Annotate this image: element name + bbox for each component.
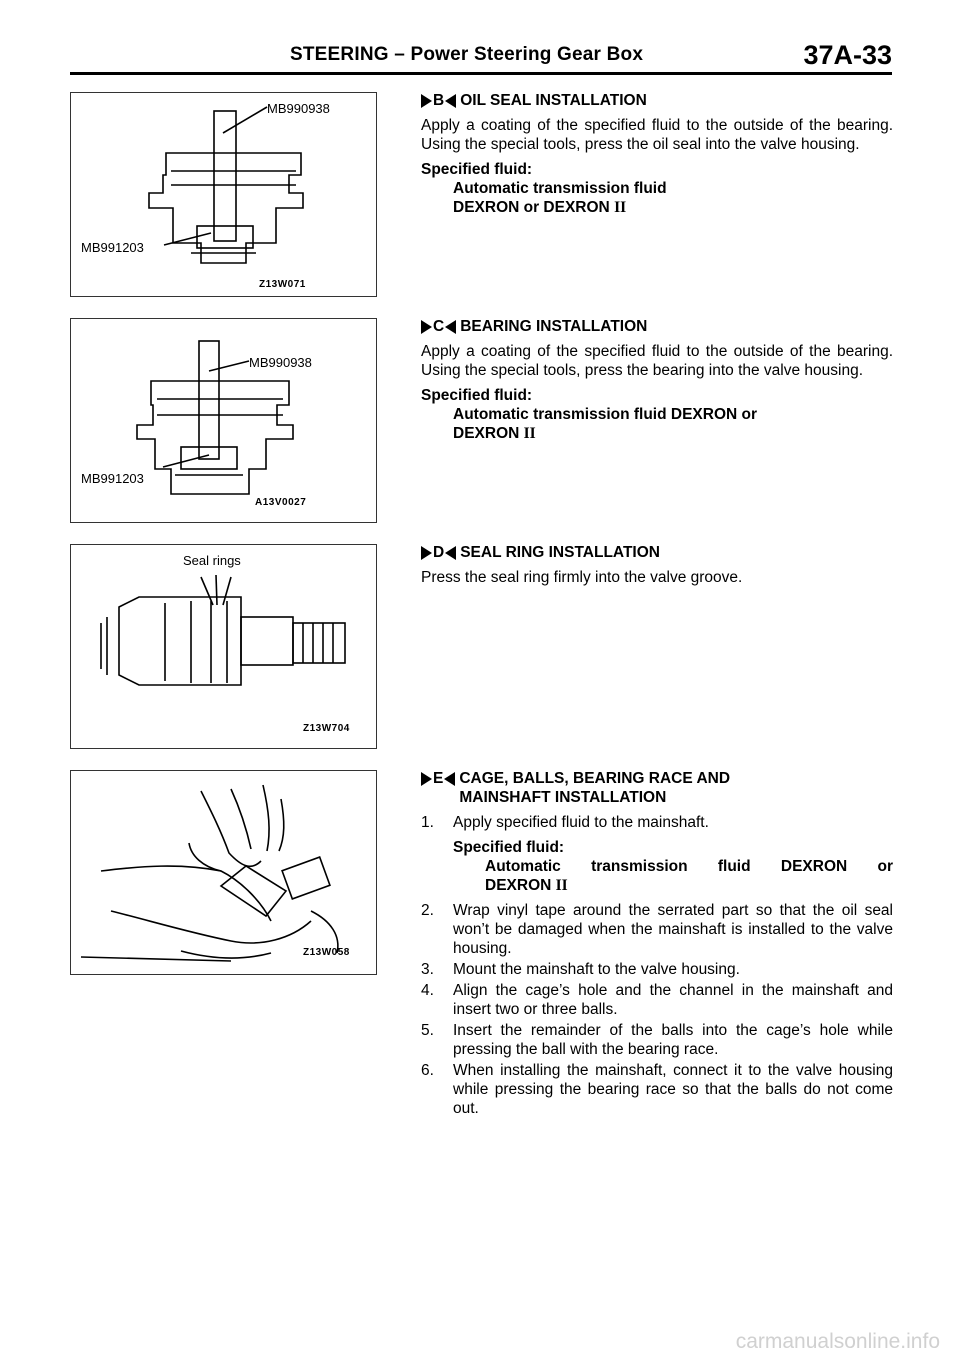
section-bearing-installation [421, 317, 893, 443]
section-marker [421, 91, 456, 110]
triangle-right-icon [421, 546, 432, 560]
step-item [421, 901, 893, 958]
tool-label-mb991203: MB991203 [81, 240, 144, 255]
figure-bearing-tool [70, 318, 377, 523]
figure-3-drawing [71, 545, 378, 750]
spec-value-text: DEXRON [453, 425, 520, 442]
spec-value-line [421, 424, 893, 443]
triangle-right-icon [421, 772, 432, 786]
header-rule [70, 72, 892, 75]
section-heading [421, 543, 893, 562]
spec-value-line [453, 876, 893, 895]
triangle-left-icon [444, 772, 455, 786]
figure-mainshaft-hands [70, 770, 377, 975]
figure-code: Z13W071 [259, 279, 306, 290]
section-heading [421, 769, 893, 807]
spec-value-text: DEXRON or DEXRON [453, 199, 610, 216]
section-letter: D [433, 544, 445, 561]
tool-label-mb991203: MB991203 [81, 471, 144, 486]
step-text: Insert the remainder of the balls into the cage’s hole while pressing the ball with the bearing race. [453, 1022, 893, 1058]
figure-oil-seal-tool [70, 92, 377, 297]
tool-label-mb990938: MB990938 [249, 355, 312, 370]
spec-label: Specified fluid: [453, 839, 565, 856]
figure-1-drawing [71, 93, 378, 298]
spec-value-line [421, 198, 893, 217]
step-spec [421, 838, 893, 895]
step-number: 4. [421, 982, 434, 999]
step-number: 5. [421, 1022, 434, 1039]
triangle-right-icon [421, 94, 432, 108]
section-title: SEAL RING INSTALLATION [460, 544, 660, 561]
triangle-left-icon [445, 320, 456, 334]
section-seal-ring-installation [421, 543, 893, 593]
figure-code: Z13W058 [303, 947, 350, 958]
figure-4-drawing [71, 771, 378, 976]
step-item [421, 960, 893, 979]
triangle-left-icon [445, 546, 456, 560]
section-oil-seal-installation [421, 91, 893, 217]
section-marker [421, 769, 455, 788]
section-marker [421, 543, 456, 562]
step-text: Apply specified fluid to the mainshaft. [453, 814, 709, 831]
tool-label-mb990938: MB990938 [267, 101, 330, 116]
section-title: OIL SEAL INSTALLATION [460, 92, 647, 109]
triangle-left-icon [445, 94, 456, 108]
section-letter: E [433, 770, 444, 787]
spec-value-line: Automatic transmission fluid DEXRON or [485, 858, 893, 875]
header-title: STEERING – Power Steering Gear Box [290, 44, 644, 65]
seal-rings-label: Seal rings [183, 553, 241, 568]
page-header [70, 40, 892, 74]
step-number: 2. [421, 902, 434, 919]
step-item [421, 813, 893, 832]
step-item [421, 1021, 893, 1059]
watermark: carmanualsonline.info [735, 1330, 940, 1353]
step-item [421, 1061, 893, 1118]
section-heading [421, 317, 893, 336]
figure-2-drawing [71, 319, 378, 524]
section-letter: B [433, 92, 445, 109]
spec-value-line: Automatic transmission fluid [453, 180, 667, 197]
step-number: 6. [421, 1062, 434, 1079]
section-body: Apply a coating of the specified fluid to the outside of the bearing. Using the special tools, press the oil seal into the valve housing. [421, 117, 893, 153]
step-text: Mount the mainshaft to the valve housing. [453, 961, 740, 978]
section-title-line: MAINSHAFT INSTALLATION [459, 789, 667, 806]
section-body: Apply a coating of the specified fluid to the outside of the bearing. Using the special tools, press the bearing into the valve housing. [421, 343, 893, 379]
step-text: Wrap vinyl tape around the serrated part so that the oil seal won’t be damaged when the mainshaft is installed to the valve housing. [453, 902, 893, 957]
section-title-line: CAGE, BALLS, BEARING RACE AND [459, 770, 731, 787]
section-mainshaft-installation [421, 769, 893, 1120]
section-body: Press the seal ring firmly into the valve groove. [421, 569, 743, 586]
spec-roman-numeral: II [555, 877, 568, 894]
section-title [459, 769, 730, 807]
step-number: 3. [421, 961, 434, 978]
figure-code: Z13W704 [303, 723, 350, 734]
spec-label: Specified fluid: [421, 387, 533, 404]
section-heading [421, 91, 893, 110]
step-text: Align the cage’s hole and the channel in the mainshaft and insert two or three balls. [453, 982, 893, 1018]
step-item [421, 981, 893, 1019]
section-letter: C [433, 318, 445, 335]
spec-value-text: DEXRON [485, 877, 552, 894]
spec-roman-numeral: II [614, 199, 627, 216]
step-number: 1. [421, 814, 434, 831]
section-marker [421, 317, 456, 336]
figure-seal-rings [70, 544, 377, 749]
figure-code: A13V0027 [255, 497, 307, 508]
section-title: BEARING INSTALLATION [460, 318, 648, 335]
page-number: 37A-33 [803, 40, 892, 70]
triangle-right-icon [421, 320, 432, 334]
spec-label: Specified fluid: [421, 161, 533, 178]
step-text: When installing the mainshaft, connect it to the valve housing while pressing the bearing race so that the balls do not come out. [453, 1062, 893, 1117]
spec-roman-numeral: II [523, 425, 536, 442]
spec-value-line: Automatic transmission fluid DEXRON or [453, 406, 758, 423]
